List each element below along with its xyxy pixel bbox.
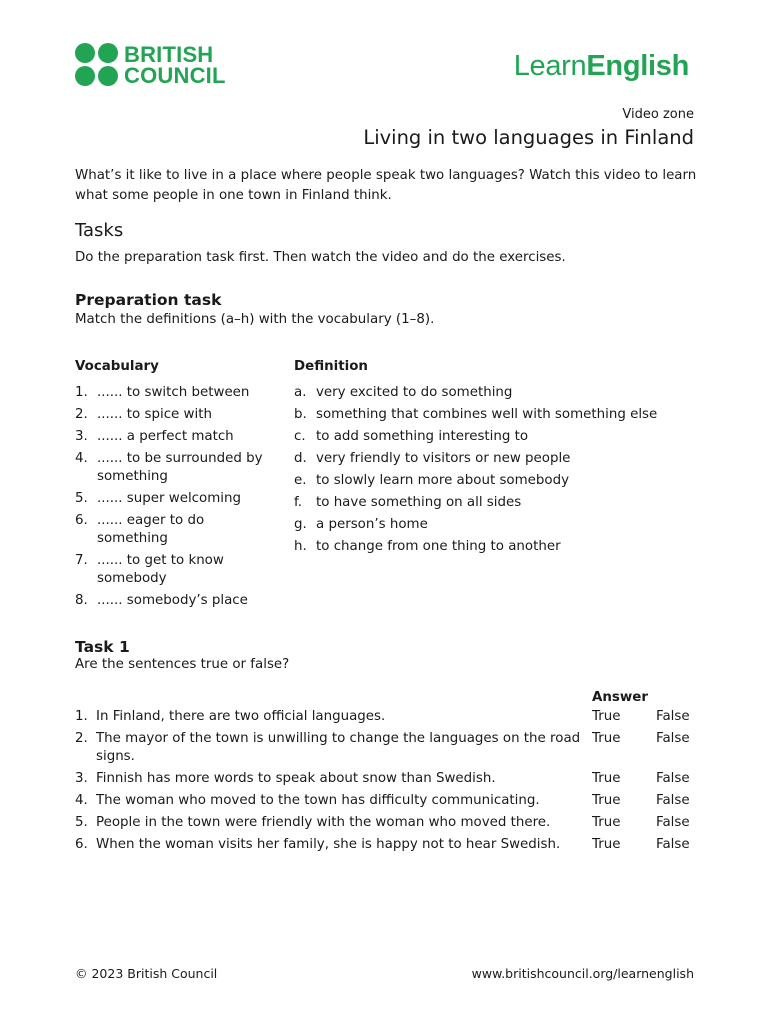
item-letter: a. [294, 385, 307, 400]
item-letter: h. [294, 539, 307, 554]
statement-row [75, 814, 695, 832]
false-option[interactable]: False [656, 771, 690, 786]
item-letter: b. [294, 407, 307, 422]
statement-text: When the woman visits her family, she is happy not to hear Swedish. [96, 837, 561, 852]
true-option[interactable]: True [592, 837, 621, 852]
vocabulary-text: ...... eager to do something [97, 513, 205, 546]
vocabulary-item [75, 428, 275, 446]
definition-item [294, 384, 674, 402]
definition-item [294, 406, 674, 424]
logo-line-british: BRITISH [124, 41, 214, 67]
item-letter: d. [294, 451, 307, 466]
statement-number: 2. [75, 731, 88, 746]
statement-row [75, 792, 695, 810]
statement-number: 6. [75, 837, 88, 852]
preparation-heading: Preparation task [75, 291, 222, 309]
vocabulary-text: ...... to spice with [97, 407, 212, 422]
task1-instruction: Are the sentences true or false? [75, 657, 290, 672]
page-title: Living in two languages in Finland [363, 126, 694, 149]
vocabulary-text: ...... to get to know somebody [97, 553, 224, 586]
statement-text: Finnish has more words to speak about snow than Swedish. [96, 771, 496, 786]
copyright-text: © 2023 British Council [75, 966, 218, 981]
item-letter: e. [294, 473, 307, 488]
vocabulary-item [75, 592, 275, 610]
vocabulary-heading: Vocabulary [75, 359, 159, 374]
task1-heading: Task 1 [75, 638, 130, 656]
definition-item [294, 494, 674, 512]
definition-item [294, 428, 674, 446]
vocabulary-item [75, 552, 275, 588]
definition-text: very excited to do something [316, 385, 513, 400]
item-number: 1. [75, 385, 88, 400]
footer-url[interactable]: www.britishcouncil.org/learnenglish [471, 966, 694, 981]
logo-line-council: COUNCIL [124, 62, 226, 88]
true-option[interactable]: True [592, 709, 621, 724]
statement-number: 4. [75, 793, 88, 808]
learnenglish-logo-english: English [586, 50, 689, 82]
section-label: Video zone [622, 107, 694, 122]
item-number: 6. [75, 513, 88, 528]
statement-row [75, 836, 695, 854]
definition-item [294, 538, 674, 556]
false-option[interactable]: False [656, 731, 690, 746]
vocabulary-text: ...... somebody’s place [97, 593, 248, 608]
item-number: 8. [75, 593, 88, 608]
preparation-instruction: Match the definitions (a–h) with the vocabulary (1–8). [75, 312, 435, 327]
vocabulary-text: ...... to switch between [97, 385, 250, 400]
true-option[interactable]: True [592, 731, 621, 746]
vocabulary-item [75, 384, 275, 402]
answer-heading: Answer [592, 690, 648, 705]
statement-text: The mayor of the town is unwilling to change the languages on the road signs. [96, 731, 581, 764]
british-council-dots-icon [75, 43, 118, 86]
vocabulary-text: ...... a perfect match [97, 429, 234, 444]
item-letter: f. [294, 495, 302, 510]
definition-item [294, 472, 674, 490]
vocabulary-item [75, 450, 275, 486]
learnenglish-logo-learn: Learn [513, 50, 587, 82]
definition-text: to change from one thing to another [316, 539, 561, 554]
vocabulary-text: ...... to be surrounded by something [97, 451, 263, 484]
statement-text: In Finland, there are two official languages. [96, 709, 386, 724]
learnenglish-logo [514, 50, 689, 83]
vocabulary-item [75, 490, 275, 508]
statement-text: The woman who moved to the town has difficulty communicating. [96, 793, 540, 808]
statement-row [75, 708, 695, 726]
true-option[interactable]: True [592, 771, 621, 786]
definition-text: a person’s home [316, 517, 428, 532]
false-option[interactable]: False [656, 793, 690, 808]
statement-row [75, 730, 695, 766]
intro-paragraph: What’s it like to live in a place where people speak two languages? Watch this video to learn what some people in one town in Finland think. [75, 168, 697, 203]
true-option[interactable]: True [592, 815, 621, 830]
vocabulary-text: ...... super welcoming [97, 491, 241, 506]
statement-text: People in the town were friendly with the woman who moved there. [96, 815, 551, 830]
vocabulary-item [75, 512, 275, 548]
definition-heading: Definition [294, 359, 368, 374]
definition-text: to add something interesting to [316, 429, 529, 444]
item-number: 5. [75, 491, 88, 506]
definition-list [294, 384, 674, 560]
statement-number: 3. [75, 771, 88, 786]
vocabulary-list [75, 384, 275, 614]
vocabulary-item [75, 406, 275, 424]
statement-number: 1. [75, 709, 88, 724]
definition-text: something that combines well with something else [316, 407, 658, 422]
false-option[interactable]: False [656, 815, 690, 830]
definition-text: to slowly learn more about somebody [316, 473, 570, 488]
item-number: 4. [75, 451, 88, 466]
item-number: 7. [75, 553, 88, 568]
definition-text: to have something on all sides [316, 495, 522, 510]
item-letter: g. [294, 517, 307, 532]
false-option[interactable]: False [656, 709, 690, 724]
item-letter: c. [294, 429, 306, 444]
british-council-logo [75, 43, 226, 86]
false-option[interactable]: False [656, 837, 690, 852]
true-option[interactable]: True [592, 793, 621, 808]
item-number: 3. [75, 429, 88, 444]
definition-item [294, 450, 674, 468]
tasks-text: Do the preparation task first. Then watch the video and do the exercises. [75, 250, 566, 265]
tasks-heading: Tasks [75, 220, 124, 241]
statement-row [75, 770, 695, 788]
definition-item [294, 516, 674, 534]
item-number: 2. [75, 407, 88, 422]
true-false-list [75, 708, 695, 858]
definition-text: very friendly to visitors or new people [316, 451, 571, 466]
statement-number: 5. [75, 815, 88, 830]
